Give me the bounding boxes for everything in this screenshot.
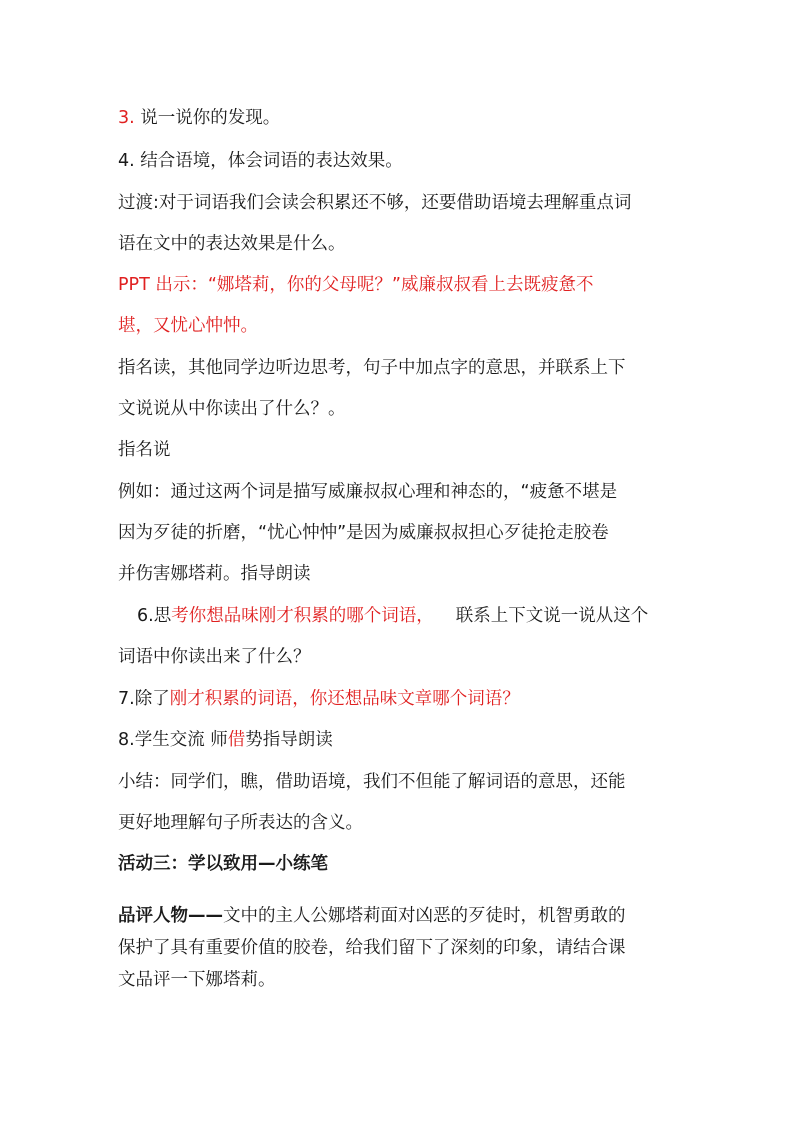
step-6-red-text: 考你想品味刚才积累的哪个词语， [171,606,434,626]
reading-instruction-line-2: 文说说从中你读出了什么？。 [118,399,346,419]
transition-line-2: 语在文中的表达效果是什么。 [118,234,346,254]
character-review-label: 品评人物—— [118,906,223,926]
ppt-quote-line-1: PPT 出示：“娜塔莉，你的父母呢？”威廉叔叔看上去既疲惫不 [118,275,594,295]
step-6-line [137,604,648,628]
character-review-text: 文中的主人公娜塔莉面对凶恶的歹徒时，机智勇敢的 [223,906,626,926]
ppt-quote-line-2: 堪，又忧心忡忡。 [118,316,258,336]
step-3-text: 说一说你的发现。 [140,108,281,128]
example-line-3: 并伤害娜塔莉。指导朗读 [118,564,311,584]
example-line-1: 例如：通过这两个词是描写威廉叔叔心理和神态的，“疲惫不堪是 [118,482,618,502]
summary-line-1: 小结：同学们，瞧，借助语境，我们不但能了解词语的意思，还能 [118,772,626,792]
step-3-line [118,106,280,130]
step-7-line [118,687,520,711]
step-6-prefix: 6.思 [137,606,172,626]
step-8-tail: 势指导朗读 [245,730,333,750]
step-8-prefix: 8.学生交流 师 [118,730,228,750]
reading-instruction-line-1: 指名读，其他同学边听边思考，句子中加点字的意思，并联系上下 [118,358,626,378]
step-8-line [118,728,333,752]
step-6-line-2: 词语中你读出来了什么？ [118,647,311,667]
example-line-2: 因为歹徒的折磨，“忧心忡忡”是因为威廉叔叔担心歹徒抢走胶卷 [118,523,609,543]
summary-line-2: 更好地理解句子所表达的含义。 [118,813,363,833]
step-4-line: 4. 结合语境，体会词语的表达效果。 [118,151,403,171]
step-3-number: 3. [118,108,141,128]
step-7-prefix: 7.除了 [118,689,170,709]
activity-3-heading: 活动三：学以致用—小练笔 [118,854,328,874]
character-review-line-3: 文品评一下娜塔莉。 [118,970,276,990]
step-6-tail: 联系上下文说一说从这个 [455,606,649,626]
step-7-red-text: 刚才积累的词语，你还想品味文章哪个词语？ [169,689,520,709]
character-review-line-2: 保护了具有重要价值的胶卷，给我们留下了深刻的印象，请结合课 [118,938,626,958]
character-review-line-1 [118,904,626,928]
transition-line-1: 过渡:对于词语我们会读会积累还不够，还要借助语境去理解重点词 [118,193,632,213]
name-speak-line: 指名说 [118,440,171,460]
step-8-red-char: 借 [227,730,246,750]
